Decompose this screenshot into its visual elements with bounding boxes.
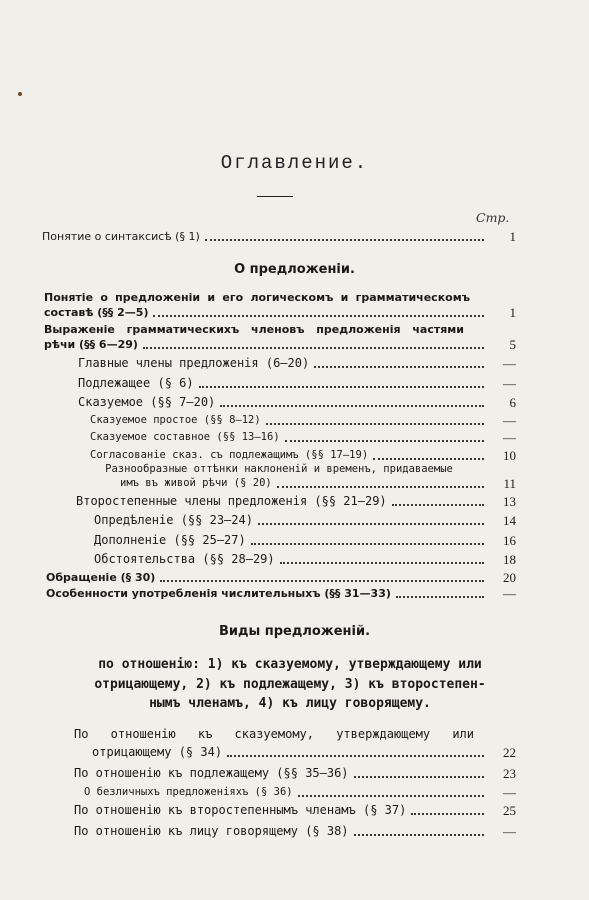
toc-entry-text-line1: Понятіе о предложеніи и его логическомъ и грамматическомъ (44, 291, 470, 304)
page-column-header: Стр. (476, 210, 510, 225)
toc-entry-page: 16 (503, 533, 516, 548)
toc-entry-text: Согласованіе сказ. съ подлежащимъ (§§ 17—19) (90, 449, 369, 461)
toc-entry-page: — (503, 413, 516, 428)
leader-dots (354, 775, 484, 778)
subtitle-line: нымъ членамъ, 4) къ лицу говорящему. (149, 696, 431, 711)
toc-entry[interactable] (78, 376, 516, 391)
leader-dots (251, 542, 484, 545)
toc-entry-page: 10 (503, 448, 516, 463)
subtitle-line: отрицающему, 2) къ подлежащему, 3) къ второстепен- (94, 676, 486, 692)
section-heading-kinds: Виды предложеній. (218, 624, 371, 639)
toc-entry-page: — (503, 824, 516, 839)
toc-entry-text: По отношенію къ лицу говорящему (§ 38) (74, 824, 349, 838)
toc-entry[interactable] (90, 413, 516, 428)
toc-entry[interactable] (90, 430, 516, 445)
toc-entry-page: 1 (509, 229, 516, 244)
toc-entry[interactable] (120, 476, 516, 491)
toc-entry-concept[interactable] (44, 290, 470, 305)
leader-dots (199, 385, 484, 388)
toc-entry[interactable] (94, 533, 516, 548)
toc-entry-text: Обращеніе (§ 30) (46, 571, 156, 584)
toc-entry-page: 18 (503, 552, 516, 567)
toc-entry-page: — (503, 785, 516, 800)
toc-entry-text: Второстепенные члены предложенія (§§ 21—29) (76, 494, 387, 508)
leader-dots (153, 314, 484, 317)
toc-entry-text: По отношенію къ второстепеннымъ членамъ (§ 37) (74, 803, 407, 817)
toc-entry[interactable] (78, 395, 516, 410)
subtitle-line: по отношенію: 1) къ сказуемому, утверждающему или (98, 657, 482, 672)
toc-entry[interactable] (74, 766, 516, 781)
leader-dots (205, 238, 484, 241)
toc-entry-text: Сказуемое (§§ 7—20) (78, 395, 216, 409)
leader-dots (258, 522, 484, 525)
toc-entry-text: имъ въ живой рѣчи (§ 20) (120, 477, 272, 489)
title-rule (257, 196, 293, 197)
toc-entry-text: Дополненіе (§§ 25—27) (94, 533, 246, 547)
page-title: Оглавление. (220, 152, 369, 174)
toc-entry[interactable] (46, 586, 516, 601)
toc-entry-concept-cont[interactable] (44, 305, 516, 320)
toc-entry[interactable] (92, 745, 516, 760)
toc-entry-text-line1: Выраженіе грамматическихъ членовъ предложенія частями (44, 323, 464, 336)
leader-dots (285, 439, 484, 442)
toc-entry-syntax[interactable] (42, 229, 516, 244)
leader-dots (392, 503, 484, 506)
leader-dots (143, 346, 484, 349)
paper-speck (18, 92, 22, 96)
toc-entry-page: 23 (503, 766, 516, 781)
toc-entry-text-line1: По отношенію къ сказуемому, утверждающему или (74, 727, 474, 741)
toc-entry-page: — (503, 430, 516, 445)
toc-entry[interactable] (94, 513, 516, 528)
toc-entry-text: О безличныхъ предложеніяхъ (§ 36) (84, 786, 293, 798)
toc-entry[interactable] (76, 494, 516, 509)
toc-entry-page: 22 (503, 745, 516, 760)
leader-dots (354, 833, 484, 836)
toc-entry-text: Особенности употребленія числительныхъ (§§ 31—33) (46, 587, 391, 600)
leader-dots (266, 422, 484, 425)
toc-entry-page: — (503, 356, 516, 371)
toc-entry-page: 5 (509, 337, 516, 352)
toc-entry-page: 6 (509, 395, 516, 410)
toc-entry-text: Подлежащее (§ 6) (78, 376, 194, 390)
leader-dots (314, 365, 484, 368)
toc-entry[interactable] (94, 552, 516, 567)
leader-dots (280, 561, 484, 564)
toc-entry-text: Главные члены предложенія (6—20) (78, 356, 310, 370)
toc-entry-expression[interactable] (44, 322, 464, 337)
leader-dots (227, 754, 484, 757)
toc-entry-text-line2: составѣ (§§ 2—5) (44, 306, 149, 319)
toc-entry[interactable] (90, 448, 516, 463)
leader-dots (277, 485, 484, 488)
toc-entry[interactable] (46, 570, 516, 585)
toc-entry-page: — (503, 586, 516, 601)
toc-entry-text: Понятие о синтаксисѣ (§ 1) (42, 230, 200, 243)
toc-entry[interactable] (78, 356, 516, 371)
toc-entry-page: 13 (503, 494, 516, 509)
toc-entry-text: Сказуемое составное (§§ 13—16) (90, 431, 280, 443)
leader-dots (220, 404, 484, 407)
section-subtitle (40, 655, 540, 714)
toc-entry-text: По отношенію къ подлежащему (§§ 35—36) (74, 766, 349, 780)
toc-entry-text: Обстоятельства (§§ 28—29) (94, 552, 275, 566)
toc-entry-text: Опредѣленіе (§§ 23—24) (94, 513, 253, 527)
toc-entry-text-line2: рѣчи (§§ 6—29) (44, 338, 138, 351)
toc-entry[interactable] (84, 785, 516, 800)
leader-dots (298, 794, 484, 797)
toc-entry[interactable] (74, 803, 516, 818)
toc-entry-page: 20 (503, 570, 516, 585)
toc-entry-page: 11 (503, 476, 516, 491)
toc-entry-text: отрицающему (§ 34) (92, 745, 223, 759)
leader-dots (396, 595, 484, 598)
leader-dots (373, 457, 484, 460)
section-heading-sentence: О предложеніи. (234, 262, 355, 277)
toc-entry-text: Сказуемое простое (§§ 8—12) (90, 414, 261, 426)
leader-dots (411, 812, 484, 815)
toc-entry-page: — (503, 376, 516, 391)
toc-entry[interactable] (74, 824, 516, 839)
toc-entry-page: 1 (509, 305, 516, 320)
toc-entry-expression-cont[interactable] (44, 337, 516, 352)
toc-entry-page: 25 (503, 803, 516, 818)
toc-entry-text-line1: Разнообразные оттѣнки наклоненій и временъ, придаваемые (105, 463, 453, 475)
leader-dots (160, 579, 484, 582)
toc-entry-page: 14 (503, 513, 516, 528)
